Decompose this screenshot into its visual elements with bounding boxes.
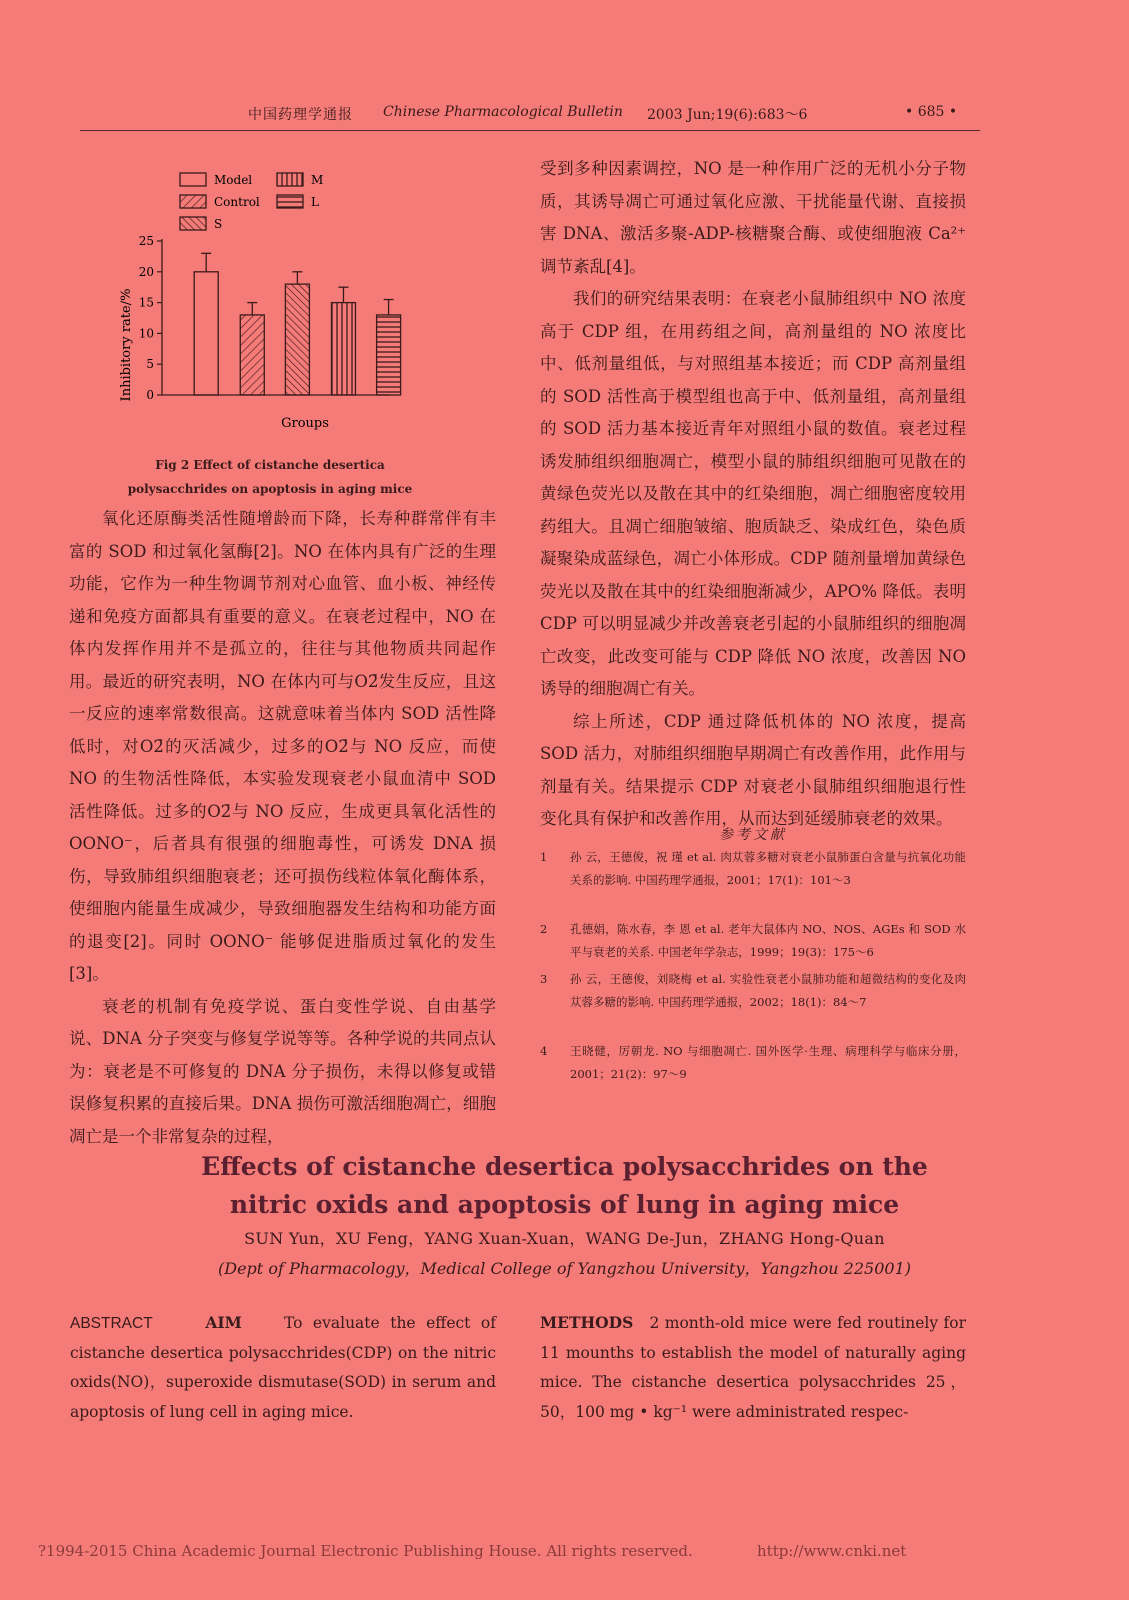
left-column — [69, 503, 496, 1153]
bar-s — [285, 284, 309, 395]
methods-text: 2 month-old mice were fed routinely for 11 mounths to establish the model of naturally aging mice. The cistanche desertica polysacchrides 25，50，100 mg • kg⁻¹ were administrated respec- — [540, 1314, 967, 1421]
y-tick-label: 10 — [138, 326, 154, 341]
bar-chart — [115, 165, 415, 445]
y-tick-label: 25 — [138, 234, 154, 248]
bar-m — [331, 303, 355, 395]
chart-legend — [180, 173, 323, 231]
right-column — [540, 153, 966, 836]
x-axis-label: Groups — [281, 416, 329, 431]
legend-swatch-s — [180, 217, 206, 230]
copyright: ?1994-2015 China Academic Journal Electronic Publishing House. All rights reserved. — [38, 1542, 693, 1560]
y-axis-label: Inhibitory rate/% — [119, 288, 134, 402]
reference-number: 4 — [540, 1044, 548, 1058]
legend-label-s: S — [214, 217, 223, 231]
reference-text: 孙 云，王德俊，刘晓梅 et al. 实验性衰老小鼠肺功能和超微结构的变化及肉苁蓉多糖的影响. 中国药理学通报，2002；18(1)：84～7 — [570, 972, 966, 1009]
right-paragraph-3: 综上所述，CDP 通过降低机体的 NO 浓度，提高 SOD 活力，对肺组织细胞早期凋亡有改善作用，此作用与剂量有关。结果提示 CDP 对衰老小鼠肺组织细胞退行性变化具有保护和改善作用，从而达到延缓肺衰老的效果。 — [540, 711, 966, 828]
affiliation: (Dept of Pharmacology，Medical College of Yangzhou University，Yangzhou 225001) — [218, 1259, 911, 1278]
abstract-left — [70, 1308, 496, 1427]
reference-text: 孙 云，王德俊，祝 瑾 et al. 肉苁蓉多糖对衰老小鼠肺蛋白含量与抗氧化功能关系的影响. 中国药理学通报，2001；17(1)：101～3 — [570, 850, 966, 887]
abstract-right — [540, 1308, 966, 1427]
y-tick-label: 0 — [146, 388, 154, 402]
bar-l — [377, 315, 401, 395]
y-tick-label: 5 — [146, 357, 154, 372]
caption-line-1: Fig 2 Effect of cistanche desertica — [155, 458, 385, 472]
reference-2 — [540, 918, 966, 966]
figure-2 — [115, 165, 415, 445]
figure-caption — [100, 453, 440, 501]
right-paragraph-2: 我们的研究结果表明：在衰老小鼠肺组织中 NO 浓度高于 CDP 组，在用药组之间，高剂量组的 NO 浓度比中、低剂量组低，与对照组基本接近；而 CDP 高剂量组的 SOD 活性高于模型组也高于中、低剂量组，高剂量组的 SOD 活力基本接近青年对照组小鼠的数值。衰老过程诱发肺组织细胞凋亡，模型小鼠的肺组织细胞可见散在的黄绿色荧光以及散在其中的红染细胞，凋亡细胞密度较用药组大。且凋亡细胞皱缩、胞质缺乏、染成红色，染色质凝聚染成蓝绿色，凋亡小体形成。CDP 随剂量增加黄绿色荧光以及散在其中的红染细胞渐减少，APO% 降低。表明 CDP 可以明显减少并改善衰老引起的小鼠肺组织的细胞凋亡改变，此改变可能与 CDP 降低 NO 浓度，改善因 NO 诱导的细胞凋亡有关。 — [540, 289, 966, 698]
reference-text: 王晓健，厉朝龙. NO 与细胞凋亡. 国外医学·生理、病理科学与临床分册，2001；21(2)：97～9 — [570, 1044, 966, 1081]
legend-swatch-control — [180, 195, 206, 208]
chart-bars — [194, 253, 400, 395]
legend-label-m: M — [311, 173, 324, 187]
right-paragraph-1: 受到多种因素调控，NO 是一种作用广泛的无机小分子物质，其诱导凋亡可通过氧化应激、干扰能量代谢、直接损害 DNA、激活多聚-ADP-核糖聚合酶、或使细胞液 Ca²⁺ 调节紊乱[4]。 — [540, 159, 966, 276]
y-tick-label: 15 — [138, 295, 154, 310]
page-number: • 685 • — [905, 104, 958, 120]
bar-control — [240, 315, 264, 395]
issue-info: 2003 Jun;19(6):683～6 — [647, 107, 808, 123]
legend-swatch-model — [180, 173, 206, 186]
reference-4 — [540, 1040, 966, 1088]
legend-swatch-l — [277, 195, 303, 208]
reference-number: 2 — [540, 922, 548, 936]
reference-number: 1 — [540, 850, 548, 864]
legend-label-l: L — [311, 195, 319, 209]
reference-list — [540, 846, 966, 1096]
english-title — [0, 1148, 1129, 1224]
english-title-line-1: Effects of cistanche desertica polysacchrides on the — [201, 1152, 928, 1181]
references-title: 参考文献 — [719, 827, 787, 843]
reference-number: 3 — [540, 972, 548, 986]
reference-1 — [540, 846, 966, 916]
aim-text: To evaluate the effect of cistanche desertica polysacchrides(CDP) on the nitric oxids(NO)，superoxide dismutase(SOD) in serum and apoptosis of lung cell in aging mice. — [70, 1314, 497, 1421]
footer-url: http://www.cnki.net — [757, 1542, 907, 1560]
caption-line-2: polysacchrides on apoptosis in aging mice — [127, 482, 413, 496]
reference-3 — [540, 968, 966, 1038]
legend-label-control: Control — [214, 195, 260, 209]
reference-text: 孔德娟，陈水春，李 恩 et al. 老年大鼠体内 NO、NOS、AGEs 和 SOD 水平与衰老的关系. 中国老年学杂志，1999；19(3)：175～6 — [570, 922, 966, 959]
legend-swatch-m — [277, 173, 303, 186]
left-paragraph-1: 氧化还原酶类活性随增龄而下降，长寿种群常伴有丰富的 SOD 和过氧化氢酶[2]。NO 在体内具有广泛的生理功能，它作为一种生物调节剂对心血管、血小板、神经传递和免疫方面都具有重要的意义。在衰老过程中，NO 在体内发挥作用并不是孤立的，往往与其他物质共同起作用。最近的研究表明，NO 在体内可与O2̄发生反应，且这一反应的速率常数很高。这就意味着当体内 SOD 活性降低时，对O2̄的灭活减少，过多的O2̄与 NO 反应，而使 NO 的生物活性降低，本实验发现衰老小鼠血清中 SOD 活性降低。过多的O2̄与 NO 反应，生成更具氧化活性的 OONO⁻，后者具有很强的细胞毒性，可诱发 DNA 损伤，导致肺组织细胞衰老；还可损伤线粒体氧化酶体系，使细胞内能量生成减少，导致细胞器发生结构和功能方面的退变[2]。同时 OONO⁻ 能够促进脂质过氧化的发生[3]。 — [69, 509, 496, 983]
left-paragraph-2: 衰老的机制有免疫学说、蛋白变性学说、自由基学说、DNA 分子突变与修复学说等等。各种学说的共同点认为：衰老是不可修复的 DNA 分子损伤，未得以修复或错误修复积累的直接后果。DNA 损伤可激活细胞凋亡，细胞凋亡是一个非常复杂的过程， — [69, 996, 496, 1146]
bar-model — [194, 272, 218, 395]
journal-name-cn: 中国药理学通报 — [248, 107, 353, 123]
authors: SUN Yun，XU Feng，YANG Xuan-Xuan，WANG De-Jun，ZHANG Hong-Quan — [244, 1229, 885, 1248]
methods-label: METHODS — [540, 1313, 634, 1332]
abstract-label: ABSTRACT — [70, 1315, 153, 1332]
journal-name-en: Chinese Pharmacological Bulletin — [383, 104, 623, 120]
y-tick-label: 20 — [138, 264, 154, 279]
legend-label-model: Model — [214, 173, 253, 187]
header-rule — [80, 130, 980, 131]
english-title-line-2: nitric oxids and apoptosis of lung in aging mice — [229, 1190, 900, 1219]
aim-label: AIM — [205, 1313, 242, 1332]
